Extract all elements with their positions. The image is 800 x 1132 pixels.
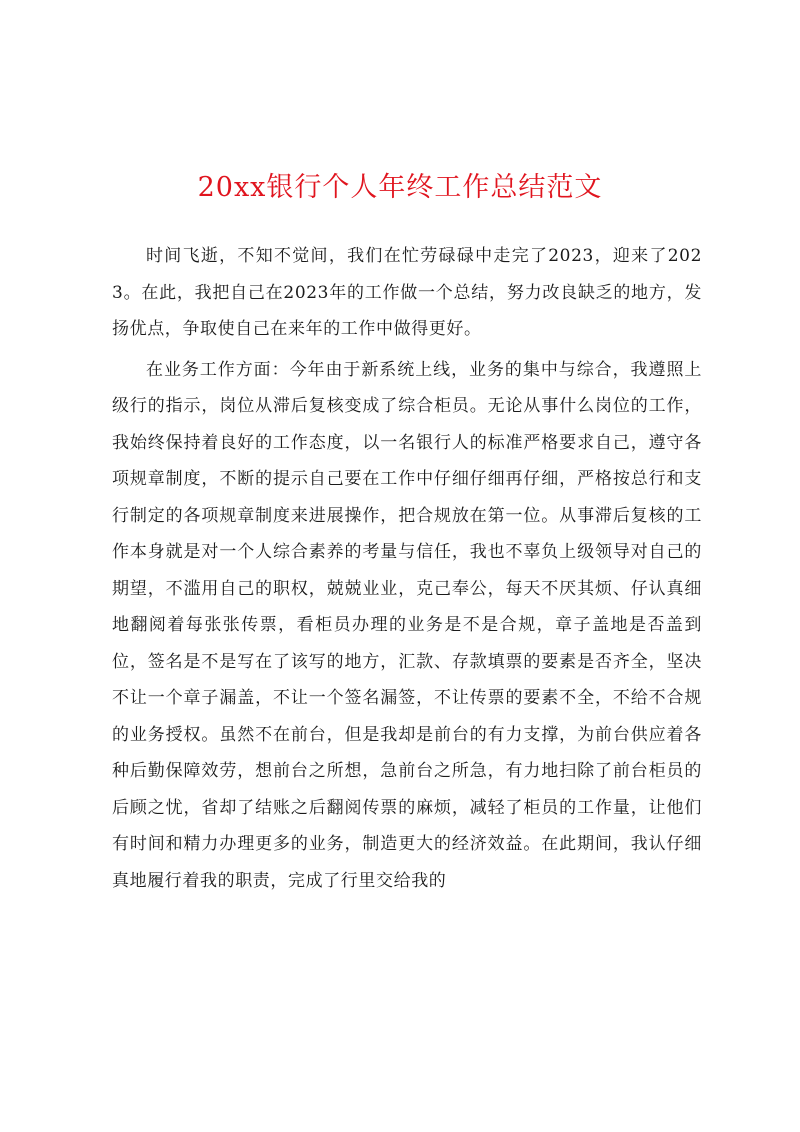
paragraph-intro: 时间飞逝，不知不觉间，我们在忙劳碌碌中走完了2023，迎来了2023。在此，我把自己在2023年的工作做一个总结，努力改良缺乏的地方，发扬优点，争取使自己在来年的工作中做得更好。 <box>112 246 702 339</box>
paragraph-business-work: 在业务工作方面：今年由于新系统上线，业务的集中与综合，我遵照上级行的指示，岗位从滞后复核变成了综合柜员。无论从事什么岗位的工作，我始终保持着良好的工作态度，以一名银行人的标准严格要求自己，遵守各项规章制度，不断的提示自己要在工作中仔细仔细再仔细，严格按总行和支行制定的各项规章制度来进展操作，把合规放在第一位。从事滞后复核的工作本身就是对一个人综合素养的考量与信任，我也不辜负上级领导对自己的期望，不滥用自己的职权，兢兢业业，克己奉公，每天不厌其烦、仔认真细地翻阅着每张张传票，看柜员办理的业务是不是合规，章子盖地是否盖到位，签名是不是写在了该写的地方，汇款、存款填票的要素是否齐全，坚决不让一个章子漏盖，不让一个签名漏签，不让传票的要素不全，不给不合规的业务授权。虽然不在前台，但是我却是前台的有力支撑，为前台供应着各种后勤保障效劳，想前台之所想，急前台之所急，有力地扫除了前台柜员的后顾之忧，省却了结账之后翻阅传票的麻烦，减轻了柜员的工作量，让他们有时间和精力办理更多的业务，制造更大的经济效益。在此期间，我认仔细真地履行着我的职责，完成了行里交给我的 <box>112 359 702 891</box>
document-body <box>112 238 702 903</box>
document-title: 20xx银行个人年终工作总结范文 <box>197 172 603 203</box>
